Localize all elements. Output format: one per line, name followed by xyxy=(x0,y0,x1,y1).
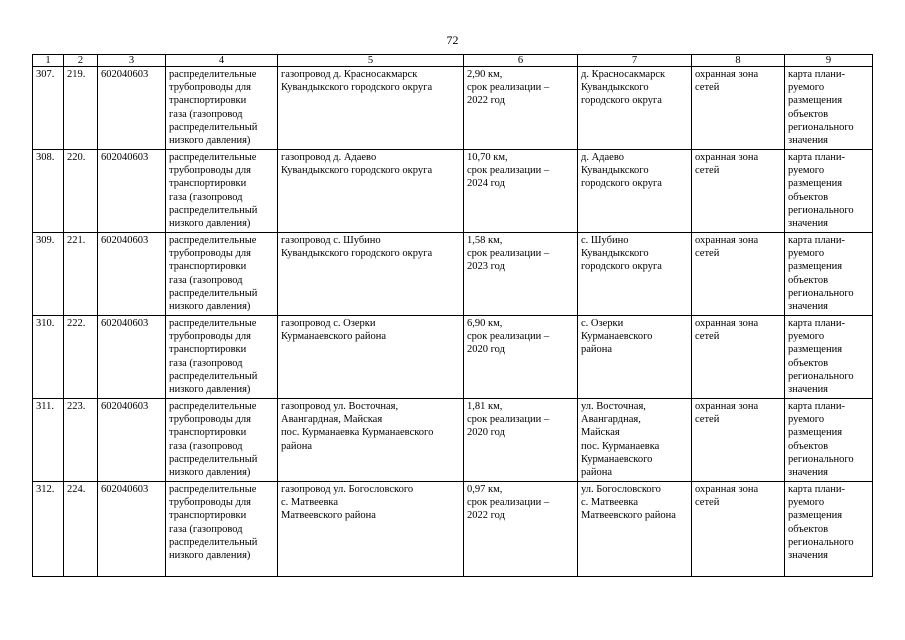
cell-zone: охранная зона сетей xyxy=(692,482,785,577)
cell-zone: охранная зона сетей xyxy=(692,150,785,233)
cell-location: с. Озерки Курманаевского района xyxy=(578,316,692,399)
column-header: 1 xyxy=(33,55,64,67)
cell-location: с. Шубино Кувандыкского городского округа xyxy=(578,233,692,316)
cell-map: карта плани- руемого размещения объектов регионального значения xyxy=(785,399,873,482)
cell-code: 602040603 xyxy=(98,67,166,150)
page-number: 72 xyxy=(446,33,459,47)
column-header: 6 xyxy=(464,55,578,67)
cell-object-name: газопровод с. Озерки Курманаевского района xyxy=(278,316,464,399)
cell-object-name: газопровод ул. Восточная, Авангардная, Майская пос. Курманаевка Курманаевского района xyxy=(278,399,464,482)
column-header: 3 xyxy=(98,55,166,67)
cell-object-name: газопровод д. Красносакмарск Кувандыкского городского округа xyxy=(278,67,464,150)
cell-seq-number: 307. xyxy=(33,67,64,150)
cell-characteristics: 0,97 км, срок реализации – 2022 год xyxy=(464,482,578,577)
column-header: 7 xyxy=(578,55,692,67)
cell-code: 602040603 xyxy=(98,150,166,233)
table-row xyxy=(33,316,873,399)
cell-object-type: распределительные трубопроводы для транспортировки газа (газопровод распределительный низкого давления) xyxy=(166,67,278,150)
table-row xyxy=(33,150,873,233)
cell-object-type: распределительные трубопроводы для транспортировки газа (газопровод распределительный низкого давления) xyxy=(166,233,278,316)
cell-location: д. Адаево Кувандыкского городского округа xyxy=(578,150,692,233)
registry-table xyxy=(32,54,873,577)
cell-code: 602040603 xyxy=(98,316,166,399)
column-header: 5 xyxy=(278,55,464,67)
cell-code: 602040603 xyxy=(98,399,166,482)
cell-characteristics: 10,70 км, срок реализации – 2024 год xyxy=(464,150,578,233)
cell-zone: охранная зона сетей xyxy=(692,316,785,399)
cell-characteristics: 1,58 км, срок реализации – 2023 год xyxy=(464,233,578,316)
column-header: 4 xyxy=(166,55,278,67)
cell-item-number: 223. xyxy=(64,399,98,482)
cell-map: карта плани- руемого размещения объектов регионального значения xyxy=(785,482,873,577)
cell-item-number: 224. xyxy=(64,482,98,577)
cell-location: ул. Восточная, Авангардная, Майская пос. Курманаевка Курманаевского района xyxy=(578,399,692,482)
cell-characteristics: 1,81 км, срок реализации – 2020 год xyxy=(464,399,578,482)
cell-object-name: газопровод ул. Богословского с. Матвеевка Матвеевского района xyxy=(278,482,464,577)
cell-location: ул. Богословского с. Матвеевка Матвеевского района xyxy=(578,482,692,577)
table-row xyxy=(33,399,873,482)
cell-map: карта плани- руемого размещения объектов регионального значения xyxy=(785,233,873,316)
cell-seq-number: 311. xyxy=(33,399,64,482)
table-row xyxy=(33,233,873,316)
cell-code: 602040603 xyxy=(98,482,166,577)
cell-map: карта плани- руемого размещения объектов регионального значения xyxy=(785,316,873,399)
cell-item-number: 221. xyxy=(64,233,98,316)
cell-location: д. Красносакмарск Кувандыкского городского округа xyxy=(578,67,692,150)
cell-object-name: газопровод д. Адаево Кувандыкского городского округа xyxy=(278,150,464,233)
cell-code: 602040603 xyxy=(98,233,166,316)
cell-object-name: газопровод с. Шубино Кувандыкского городского округа xyxy=(278,233,464,316)
cell-zone: охранная зона сетей xyxy=(692,399,785,482)
cell-map: карта плани- руемого размещения объектов регионального значения xyxy=(785,67,873,150)
column-header: 2 xyxy=(64,55,98,67)
column-header: 8 xyxy=(692,55,785,67)
cell-zone: охранная зона сетей xyxy=(692,67,785,150)
cell-characteristics: 6,90 км, срок реализации – 2020 год xyxy=(464,316,578,399)
cell-object-type: распределительные трубопроводы для транспортировки газа (газопровод распределительный низкого давления) xyxy=(166,150,278,233)
cell-seq-number: 309. xyxy=(33,233,64,316)
cell-characteristics: 2,90 км, срок реализации – 2022 год xyxy=(464,67,578,150)
cell-seq-number: 310. xyxy=(33,316,64,399)
column-header: 9 xyxy=(785,55,873,67)
cell-object-type: распределительные трубопроводы для транспортировки газа (газопровод распределительный низкого давления) xyxy=(166,316,278,399)
cell-object-type: распределительные трубопроводы для транспортировки газа (газопровод распределительный низкого давления) xyxy=(166,482,278,577)
header-row xyxy=(33,55,873,67)
cell-item-number: 220. xyxy=(64,150,98,233)
cell-item-number: 222. xyxy=(64,316,98,399)
cell-seq-number: 312. xyxy=(33,482,64,577)
cell-map: карта плани- руемого размещения объектов регионального значения xyxy=(785,150,873,233)
cell-zone: охранная зона сетей xyxy=(692,233,785,316)
cell-object-type: распределительные трубопроводы для транспортировки газа (газопровод распределительный низкого давления) xyxy=(166,399,278,482)
cell-seq-number: 308. xyxy=(33,150,64,233)
table-row xyxy=(33,482,873,577)
table-row xyxy=(33,67,873,150)
cell-item-number: 219. xyxy=(64,67,98,150)
